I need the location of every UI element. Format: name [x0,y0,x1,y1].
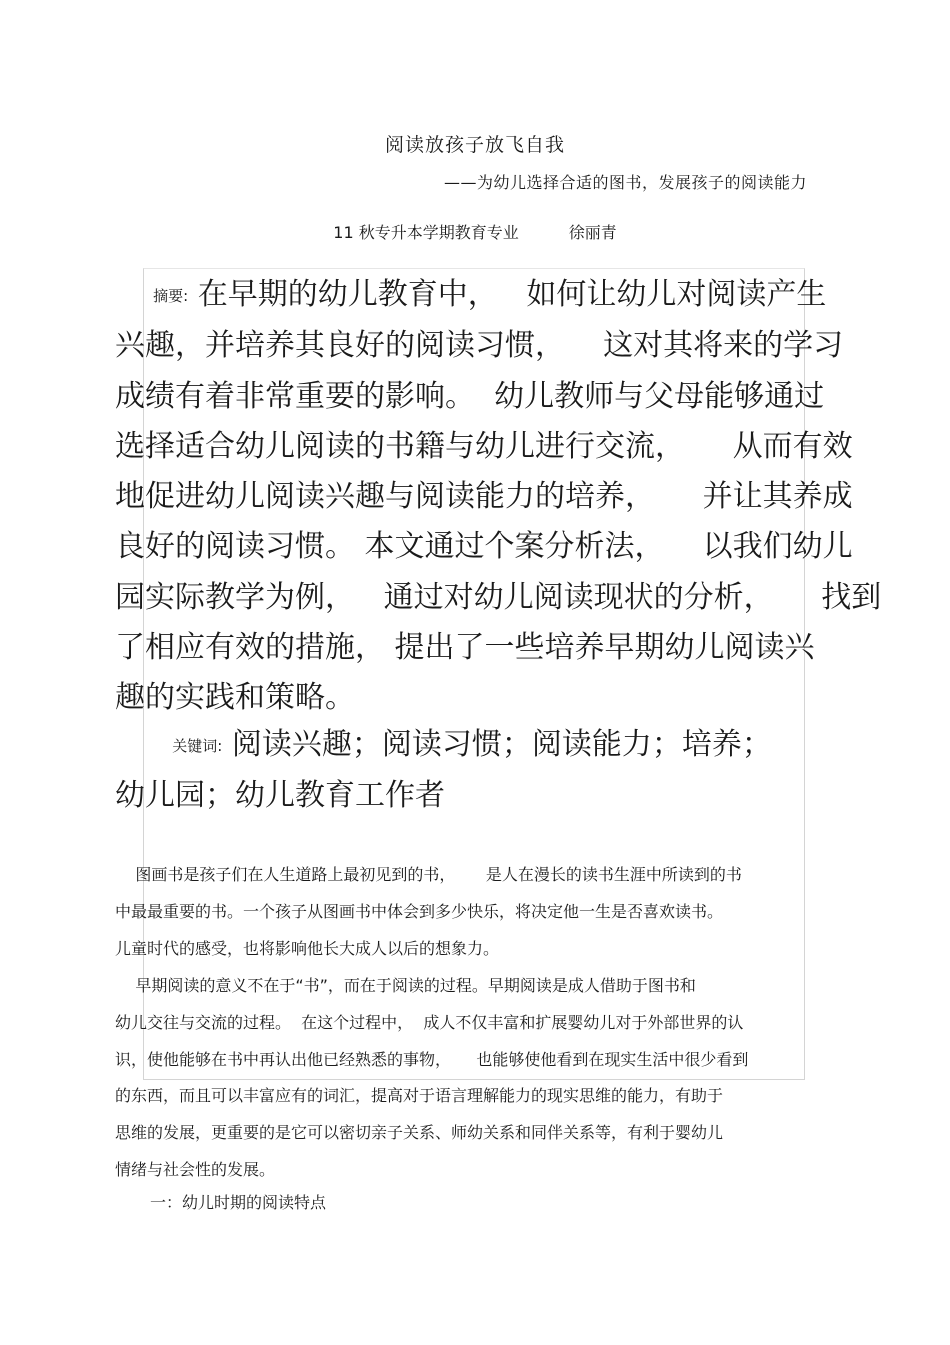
author-name: 徐丽青 [568,223,617,242]
abstract-line: 兴趣，并培养其良好的阅读习惯， 这对其将来的学习 [115,328,844,364]
author-major: 11 秋专升本学期教育专业 [333,223,519,242]
document-subtitle: ——为幼儿选择合适的图书，发展孩子的阅读能力 [443,173,807,192]
abstract-label: 摘要: [153,287,189,305]
abstract-line: 良好的阅读习惯。 本文通过个案分析法， 以我们幼儿 [115,529,853,565]
abstract-line: 地促进幼儿阅读兴趣与阅读能力的培养， 并让其养成 [115,479,853,515]
abstract-line: 摘要: 在早期的幼儿教育中， 如何让幼儿对阅读产生 [115,270,835,321]
body-text [115,857,835,1189]
body-line: 情绪与社会性的发展。 [115,1160,276,1180]
abstract [115,270,882,724]
body-line: 的东西，而且可以丰富应有的词汇，提高对于语言理解能力的现实思维的能力，有助于 [115,1086,724,1106]
body-line: 幼儿交往与交流的过程。 在这个过程中， 成人不仅丰富和扩展婴幼儿对于外部世界的认 [115,1012,744,1032]
keywords-line: 幼儿园；幼儿教育工作者 [115,778,445,813]
keywords [115,720,835,821]
body-line: 图画书是孩子们在人生道路上最初见到的书， 是人在漫长的读书生涯中所读到的书 [115,865,742,884]
keywords-line: 关键词: 阅读兴趣；阅读习惯；阅读能力；培养； [115,720,835,771]
abstract-line: 选择适合幼儿阅读的书籍与幼儿进行交流， 从而有效 [115,428,853,464]
body-line: 思维的发展，更重要的是它可以密切亲子关系、师幼关系和同伴关系等，有利于婴幼儿 [115,1123,724,1143]
body-line: 中最最重要的书。一个孩子从图画书中体会到多少快乐，将决定他一生是否喜欢读书。 [115,901,724,921]
abstract-line: 了相应有效的措施， 提出了一些培养早期幼儿阅读兴 [115,630,815,666]
body-line: 早期阅读的意义不在于“书”，而在于阅读的过程。早期阅读是成人借助于图书和 [115,975,696,995]
document-title: 阅读放孩子放飞自我 [384,134,565,156]
keywords-label: 关键词: [172,737,223,755]
author-line [0,220,950,243]
body-line: 识，使他能够在书中再认出他已经熟悉的事物， 也能够使他看到在现实生活中很少看到 [115,1049,749,1069]
body-line: 儿童时代的感受，也将影响他长大成人以后的想象力。 [115,938,500,958]
abstract-line: 成绩有着非常重要的影响。 幼儿教师与父母能够通过 [115,378,825,414]
abstract-line: 园实际教学为例， 通过对幼儿阅读现状的分析， 找到 [115,579,882,615]
section-heading: 一：幼儿时期的阅读特点 [150,1193,327,1212]
abstract-line: 趣的实践和策略。 [115,680,355,716]
